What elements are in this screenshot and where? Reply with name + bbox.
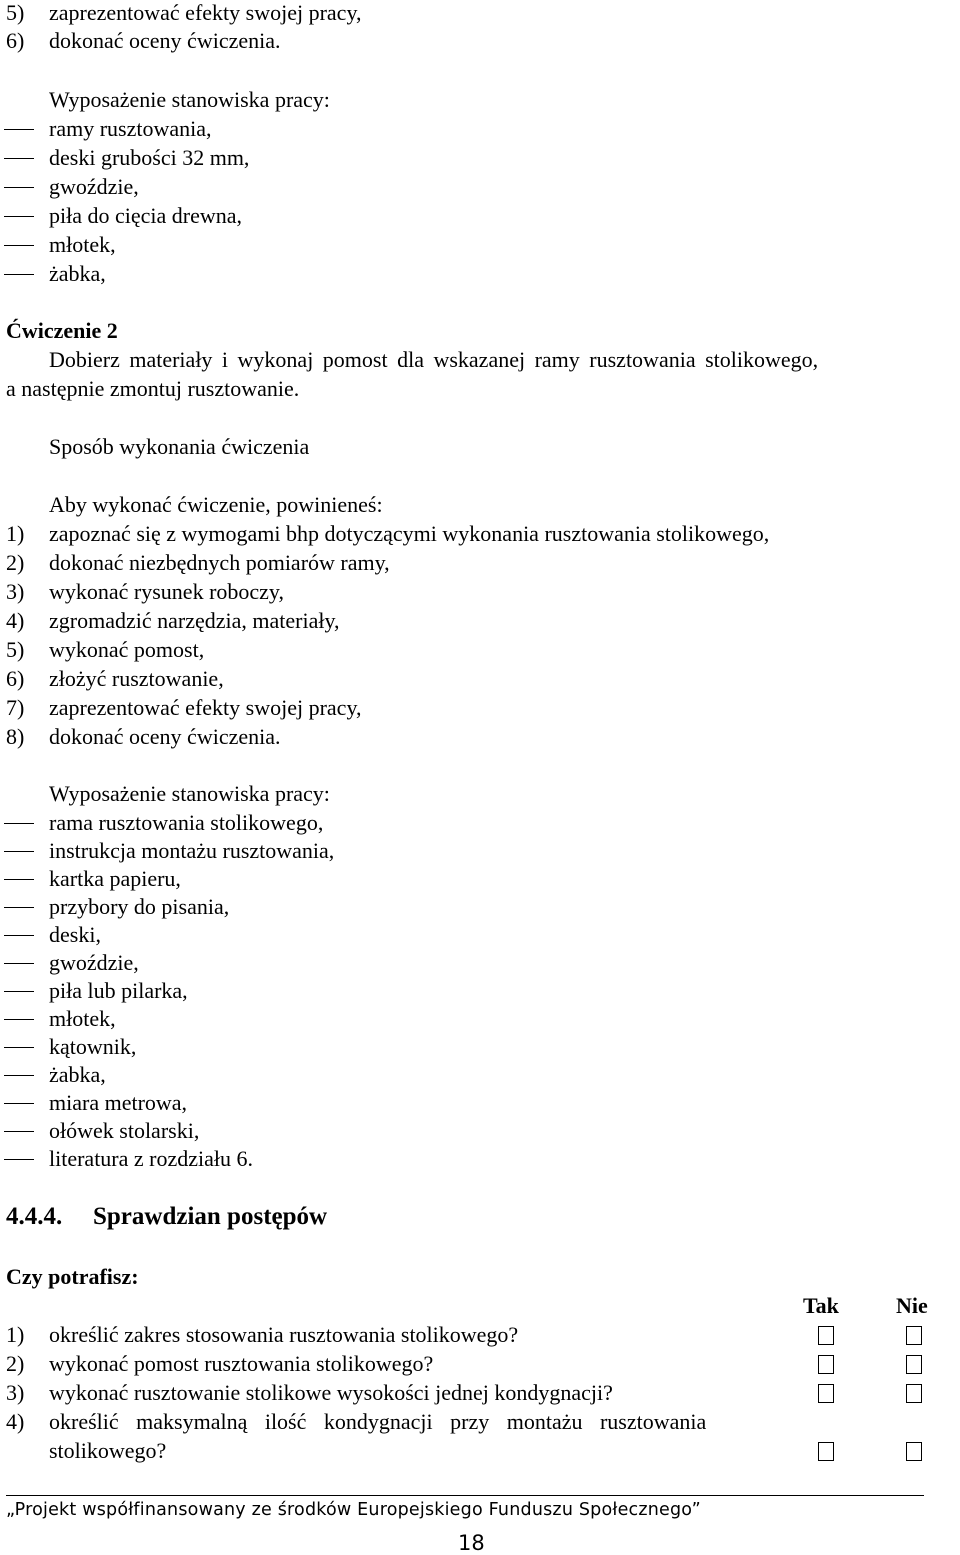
no-checkbox[interactable] (906, 1384, 922, 1403)
list-item-text: gwoździe, (49, 174, 139, 199)
step-number: 3) (6, 579, 25, 604)
yes-checkbox[interactable] (818, 1326, 834, 1345)
check-item-number: 3) (6, 1380, 25, 1405)
step-text: zapoznać się z wymogami bhp dotyczącymi wykonania rusztowania stolikowego, (49, 521, 770, 546)
exercise-title: Ćwiczenie 2 (6, 318, 118, 343)
list-item-text: kątownik, (49, 1034, 137, 1059)
check-item-text: wykonać pomost rusztowania stolikowego? (49, 1351, 434, 1376)
step-text: dokonać oceny ćwiczenia. (49, 724, 281, 749)
dash-bullet (4, 187, 34, 188)
dash-bullet (4, 1019, 34, 1020)
list-item-text: ramy rusztowania, (49, 116, 212, 141)
no-header: Nie (896, 1293, 928, 1318)
check-item-number: 1) (6, 1322, 25, 1347)
dash-bullet (4, 1075, 34, 1076)
footer-text: „Projekt współfinansowany ze środków Europejskiego Funduszu Społecznego” (6, 1500, 701, 1520)
page-number: 18 (458, 1531, 485, 1555)
check-item-text: określić maksymalną ilość kondygnacji przy montażu rusztowania (49, 1409, 707, 1434)
check-question: Czy potrafisz: (6, 1264, 139, 1289)
yes-checkbox[interactable] (818, 1442, 834, 1461)
list-item-text: literatura z rozdziału 6. (49, 1146, 254, 1171)
check-item-text: określić zakres stosowania rusztowania stolikowego? (49, 1322, 519, 1347)
list-item-text: rama rusztowania stolikowego, (49, 810, 324, 835)
section-title: Sprawdzian postępów (93, 1203, 328, 1230)
step-number: 4) (6, 608, 25, 633)
list-item-text: ołówek stolarski, (49, 1118, 200, 1143)
dash-bullet (4, 935, 34, 936)
step-text: wykonać pomost, (49, 637, 205, 662)
method-heading: Sposób wykonania ćwiczenia (49, 434, 310, 459)
list-item-text: piła lub pilarka, (49, 978, 188, 1003)
step-text: zgromadzić narzędzia, materiały, (49, 608, 340, 633)
check-item-text-cont: stolikowego? (49, 1438, 167, 1463)
list-item-text: przybory do pisania, (49, 894, 230, 919)
exercise-description: Dobierz materiały i wykonaj pomost dla wskazanej ramy rusztowania stolikowego, (49, 347, 819, 372)
dash-bullet (4, 216, 34, 217)
equipment-heading-2: Wyposażenie stanowiska pracy: (49, 781, 330, 806)
check-item-number: 4) (6, 1409, 25, 1434)
list-item-text: instrukcja montażu rusztowania, (49, 838, 335, 863)
step-text: wykonać rysunek roboczy, (49, 579, 284, 604)
dash-bullet (4, 245, 34, 246)
dash-bullet (4, 1103, 34, 1104)
method-intro: Aby wykonać ćwiczenie, powinieneś: (49, 492, 383, 517)
step-number: 2) (6, 550, 25, 575)
dash-bullet (4, 879, 34, 880)
no-checkbox[interactable] (906, 1326, 922, 1345)
dash-bullet (4, 129, 34, 130)
list-item-text: żabka, (49, 261, 106, 286)
dash-bullet (4, 823, 34, 824)
dash-bullet (4, 274, 34, 275)
list-item-text: deski, (49, 922, 101, 947)
step-number: 7) (6, 695, 25, 720)
dash-bullet (4, 158, 34, 159)
step-number: 5) (6, 637, 25, 662)
dash-bullet (4, 991, 34, 992)
list-item-text: miara metrowa, (49, 1090, 188, 1115)
footer-rule (6, 1495, 924, 1496)
step-number: 1) (6, 521, 25, 546)
yes-checkbox[interactable] (818, 1384, 834, 1403)
no-checkbox[interactable] (906, 1355, 922, 1374)
dash-bullet (4, 1047, 34, 1048)
step-number: 8) (6, 724, 25, 749)
list-item-text: piła do cięcia drewna, (49, 203, 243, 228)
list-item-text: młotek, (49, 232, 116, 257)
check-item-text: wykonać rusztowanie stolikowe wysokości jednej kondygnacji? (49, 1380, 613, 1405)
dash-bullet (4, 907, 34, 908)
no-checkbox[interactable] (906, 1442, 922, 1461)
list-item-text: gwoździe, (49, 950, 139, 975)
list-item-text: młotek, (49, 1006, 116, 1031)
dash-bullet (4, 1131, 34, 1132)
dash-bullet (4, 851, 34, 852)
list-item-text: deski grubości 32 mm, (49, 145, 250, 170)
list-item-text: żabka, (49, 1062, 106, 1087)
step-text: złożyć rusztowanie, (49, 666, 224, 691)
check-item-number: 2) (6, 1351, 25, 1376)
yes-checkbox[interactable] (818, 1355, 834, 1374)
list-item-text: kartka papieru, (49, 866, 181, 891)
exercise-description-cont: a następnie zmontuj rusztowanie. (6, 376, 300, 401)
equipment-heading: Wyposażenie stanowiska pracy: (49, 87, 330, 112)
step-text: zaprezentować efekty swojej pracy, (49, 695, 362, 720)
dash-bullet (4, 963, 34, 964)
dash-bullet (4, 1159, 34, 1160)
step-number: 6) (6, 666, 25, 691)
step-text: dokonać niezbędnych pomiarów ramy, (49, 550, 390, 575)
yes-header: Tak (803, 1293, 839, 1318)
section-number: 4.4.4. (6, 1203, 63, 1230)
